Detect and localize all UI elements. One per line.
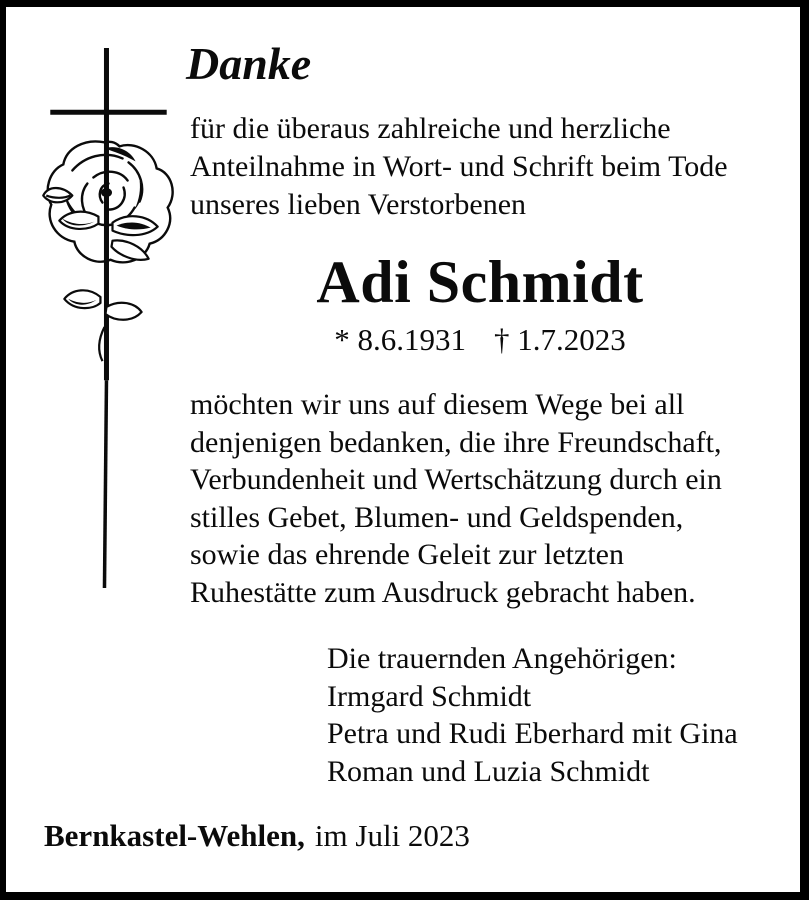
thanks-line: sowie das ehrende Geleit zur letzten bbox=[190, 538, 624, 571]
thanks-line: Verbundenheit und Wertschätzung durch ein bbox=[190, 463, 722, 496]
mourners-intro: Die trauernden Angehörigen: bbox=[327, 642, 677, 675]
leaves-icon bbox=[43, 188, 157, 361]
intro-line: unseres lieben Verstorbenen bbox=[190, 188, 527, 221]
rose-icon bbox=[48, 141, 173, 262]
death-date: † 1.7.2023 bbox=[494, 322, 626, 357]
thanks-line: denjenigen bedanken, die ihre Freundschaft, bbox=[190, 425, 722, 459]
notice-date: im Juli 2023 bbox=[314, 818, 470, 853]
mourner-name: Irmgard Schmidt bbox=[327, 679, 532, 713]
deceased-name: Adi Schmidt bbox=[316, 249, 644, 315]
thanks-paragraph bbox=[190, 386, 722, 611]
birth-date: * 8.6.1931 bbox=[334, 322, 466, 357]
intro-line: Anteilnahme in Wort- und Schrift beim Tode bbox=[190, 150, 728, 183]
life-dates bbox=[190, 321, 770, 359]
thanks-line: stilles Gebet, Blumen- und Geldspenden, bbox=[190, 500, 684, 534]
cross-icon bbox=[50, 48, 166, 588]
cross-rose-illustration bbox=[40, 44, 185, 596]
heading-danke: Danke bbox=[186, 38, 312, 89]
mourner-name: Petra und Rudi Eberhard mit Gina bbox=[327, 717, 738, 750]
mourner-name: Roman und Luzia Schmidt bbox=[327, 754, 650, 788]
intro-paragraph bbox=[190, 110, 728, 224]
place-name: Bernkastel-Wehlen, bbox=[44, 818, 305, 853]
intro-line: für die überaus zahlreiche und herzliche bbox=[190, 112, 671, 145]
thanks-line: möchten wir uns auf diesem Wege bei all bbox=[190, 388, 685, 421]
place-date-line bbox=[44, 817, 470, 855]
mourners-block bbox=[327, 640, 738, 790]
thanks-line: Ruhestätte zum Ausdruck gebracht haben. bbox=[190, 575, 696, 609]
